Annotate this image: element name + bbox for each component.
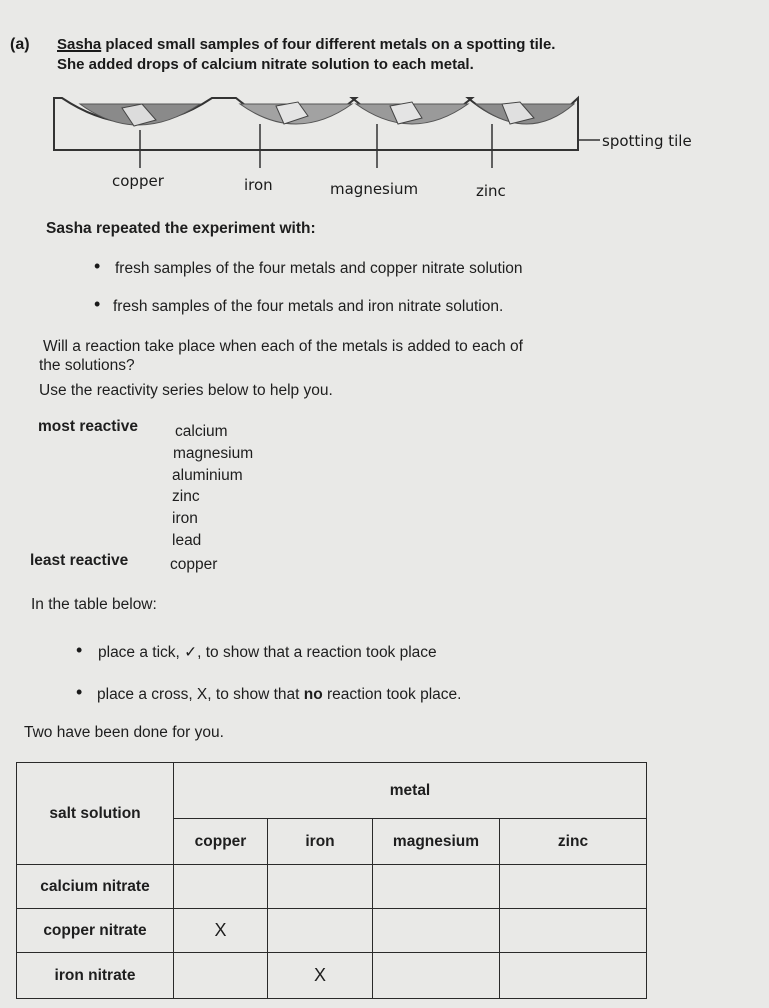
instructions-heading: In the table below: [31,596,157,613]
spotting-tile-label: spotting tile [602,132,692,150]
question-label: (a) [10,36,30,53]
row-label-copper-nitrate: copper nitrate [17,909,174,953]
cross-instruction-b: reaction took place. [322,686,462,703]
answer-cell[interactable] [268,909,373,953]
question-line-1: Will a reaction take place when each of the metals is added to each of [43,338,523,355]
col-header-zinc: zinc [500,819,647,865]
row-label-iron-nitrate: iron nitrate [17,953,174,999]
answer-cell[interactable] [268,865,373,909]
cross-instruction-no: no [303,686,323,703]
series-metal: calcium [175,423,228,440]
hint-text: Use the reactivity series below to help you. [39,382,333,399]
col-header-iron: iron [268,819,373,865]
series-metal: iron [172,510,198,527]
answer-cell[interactable] [500,953,647,999]
bullet-dot: • [76,640,83,660]
spotting-tile-diagram [40,90,600,170]
diagram-label-magnesium: magnesium [330,180,419,198]
cross-instruction-a: place a cross, X, to show that [97,686,304,703]
answer-cell: X [174,909,268,953]
diagram-label-iron: iron [244,176,273,194]
answer-cell[interactable] [373,865,500,909]
least-reactive-label: least reactive [30,552,129,569]
col-header-copper: copper [174,819,268,865]
answer-cell[interactable] [500,909,647,953]
answer-cell: X [268,953,373,999]
bullet-dot: • [94,256,101,276]
series-metal: copper [170,556,218,573]
cross-instruction [97,686,461,704]
series-metal: lead [172,532,202,549]
answer-cell[interactable] [174,865,268,909]
intro-line-2: She added drops of calcium nitrate solution to each metal. [57,56,474,73]
results-table [16,762,647,999]
most-reactive-label: most reactive [38,418,138,435]
diagram-label-copper: copper [112,172,164,190]
intro-line-1-rest: placed small samples of four different metals on a spotting tile. [101,36,556,53]
series-metal: magnesium [173,445,254,462]
answer-cell[interactable] [373,953,500,999]
answer-cell[interactable] [174,953,268,999]
student-name: Sasha [57,36,102,53]
bullet-dot: • [76,682,83,702]
repeat-heading: Sasha repeated the experiment with: [46,220,316,237]
repeat-bullet-2: fresh samples of the four metals and iron nitrate solution. [113,298,504,315]
tick-instruction: place a tick, ✓, to show that a reaction took place [98,644,437,661]
bullet-dot: • [94,294,101,314]
diagram-label-zinc: zinc [476,182,506,200]
repeat-bullet-1: fresh samples of the four metals and copper nitrate solution [115,260,523,277]
done-note: Two have been done for you. [24,724,224,741]
question-line-2: the solutions? [39,357,135,374]
series-metal: aluminium [172,467,243,484]
series-metal: zinc [172,488,200,505]
corner-header: salt solution [17,763,174,865]
intro-line-1 [57,36,555,53]
row-label-calcium-nitrate: calcium nitrate [17,865,174,909]
metal-group-header: metal [174,763,647,819]
answer-cell[interactable] [500,865,647,909]
col-header-magnesium: magnesium [373,819,500,865]
answer-cell[interactable] [373,909,500,953]
